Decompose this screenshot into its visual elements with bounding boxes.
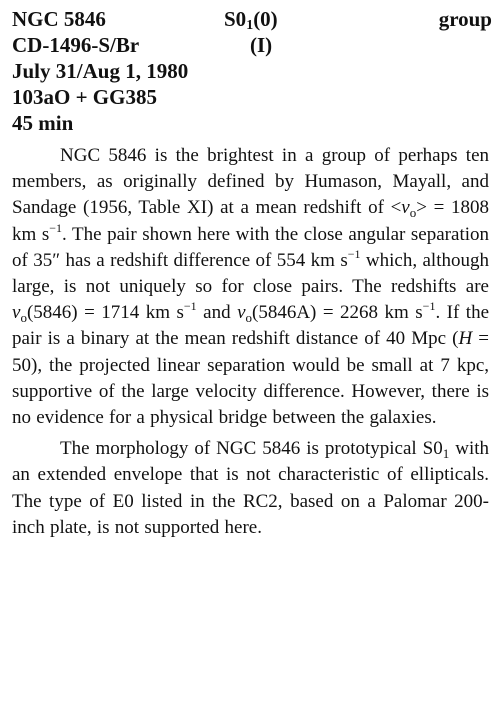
- p1-exponent-2: −1: [347, 246, 361, 261]
- paragraph-2: [12, 436, 489, 541]
- p1-text-4: which, although large, is not uniquely so for close pairs. The redshifts are: [12, 249, 489, 298]
- header-row-exposure: [12, 110, 492, 136]
- p1-v-symbol-2: v: [12, 302, 21, 324]
- p1-text-6: and: [196, 302, 238, 324]
- p2-text-1: The morphology of NGC 5846 is prototypical S0: [60, 438, 443, 460]
- p1-text-8: . If the pair is a binary at the mean redshift distance of 40 Mpc (: [12, 302, 490, 350]
- p2-text-2: with an extended envelope that is not characteristic of ellipticals. The type of E0 listed in the RC2, based on a Palomar 200-inch plate, is not supported here.: [12, 438, 490, 538]
- plate-id: CD-1496-S/Br: [12, 33, 140, 57]
- type-subscript: 1: [246, 18, 254, 33]
- type-main: S0: [224, 7, 247, 31]
- plate-class: (I): [250, 33, 273, 57]
- observation-date: July 31/Aug 1, 1980: [12, 59, 189, 83]
- p1-o-subscript-2: o: [20, 310, 27, 326]
- p1-exponent-1: −1: [49, 220, 63, 235]
- p1-v-symbol-3: v: [237, 302, 246, 324]
- p1-text-7: (5846A) = 2268 km s: [252, 302, 423, 324]
- header-row-plate: [12, 32, 492, 58]
- p1-text-5: (5846) = 1714 km s: [26, 302, 184, 324]
- p1-exponent-3: −1: [183, 299, 197, 314]
- header-row-object: [12, 6, 492, 32]
- p1-text-1: NGC 5846 is the brightest in a group of perhaps ten members, as originally defined by Humason, Mayall, and Sandage (1956, Table XI) at a mean redshift of <: [12, 145, 489, 219]
- p1-o-subscript: o: [409, 205, 417, 221]
- description-body: [12, 143, 489, 541]
- paragraph-1: [12, 143, 489, 431]
- plate-header: [12, 6, 492, 136]
- header-row-emulsion: [12, 84, 492, 110]
- p1-o-subscript-3: o: [245, 310, 252, 326]
- header-row-date: [12, 58, 492, 84]
- group-label: group: [438, 7, 492, 31]
- p1-v-symbol: v: [401, 197, 410, 219]
- p2-subscript: 1: [442, 446, 450, 462]
- p1-text-2: > = 1808 km s: [12, 197, 489, 245]
- type-paren: (0): [253, 7, 278, 31]
- object-name: NGC 5846: [12, 7, 106, 31]
- p1-text-3: . The pair shown here with the close angular separation of 35″ has a redshift difference of 554 km s: [12, 223, 489, 271]
- p1-exponent-4: −1: [422, 299, 436, 314]
- exposure-time: 45 min: [12, 111, 74, 135]
- p1-text-9: = 50), the projected linear separation would be small at 7 kpc, supportive of the large velocity difference. However, there is no evidence for a physical bridge between the galaxies.: [12, 328, 489, 429]
- p1-hubble-symbol: H: [458, 328, 473, 350]
- emulsion-filter: 103aO + GG385: [12, 85, 157, 109]
